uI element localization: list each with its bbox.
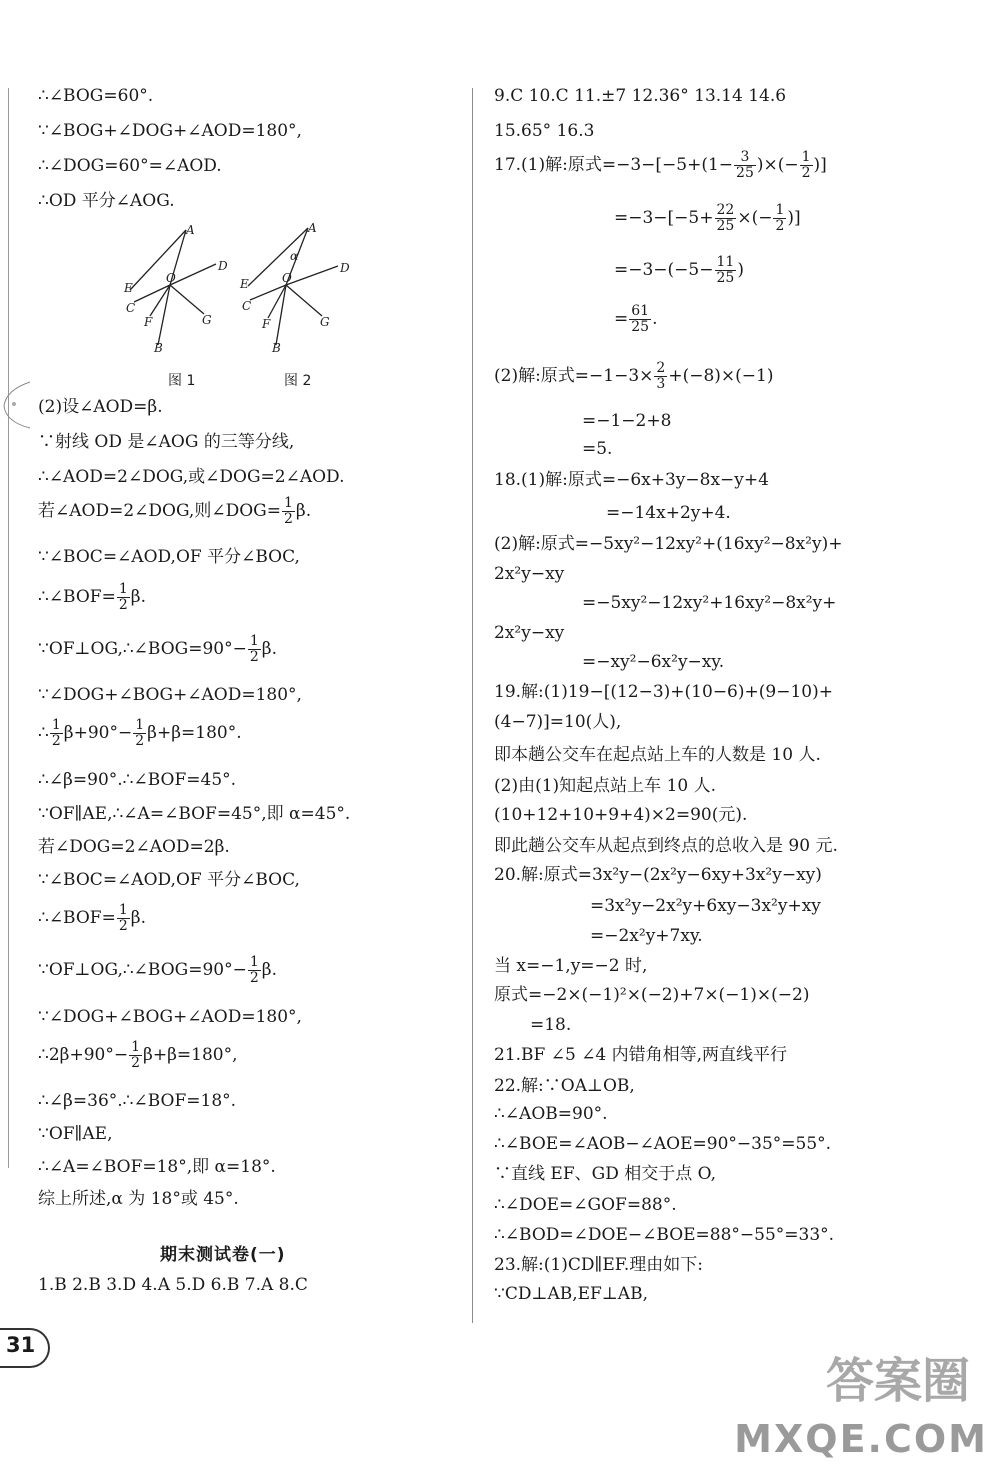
fraction: $\frac{1}{2}$ xyxy=(131,1039,141,1071)
right-text-line: =−1−2+8 xyxy=(582,411,672,431)
left-text-line: ∴∠β=90°.∴∠BOF=45°. xyxy=(38,770,237,790)
left-text-line: ∴ $\frac{1}{2}$ β+90°− $\frac{1}{2}$ β+β=180°. xyxy=(38,717,242,749)
right-text-line: 18.(1)解:原式=−6x+3y−8x−y+4 xyxy=(494,470,769,490)
left-text-line: ∴∠BOF= $\frac{1}{2}$ β. xyxy=(38,902,147,934)
left-text-line: ∵OF⊥OG,∴∠BOG=90°− $\frac{1}{2}$ β. xyxy=(38,633,278,665)
right-text-line: ∴∠AOB=90°. xyxy=(494,1104,608,1124)
left-text-line: ∴∠BOF= $\frac{1}{2}$ β. xyxy=(38,581,147,613)
figure-1-caption: 图 1 xyxy=(168,373,196,389)
fraction: $\frac{22}{25}$ xyxy=(716,202,735,234)
fraction: $\frac{1}{2}$ xyxy=(118,581,128,613)
fig2-label-E: E xyxy=(240,277,249,291)
right-text-line: (2)由(1)知起点站上车 10 人. xyxy=(494,776,717,796)
fig1-label-O: O xyxy=(166,271,176,285)
right-text-line: =5. xyxy=(582,439,613,459)
fraction: $\frac{2}{3}$ xyxy=(656,360,666,392)
right-text-line: 2x²y−xy xyxy=(494,564,565,584)
fraction: $\frac{1}{2}$ xyxy=(118,902,128,934)
left-text-line: ∵∠BOC=∠AOD,OF 平分∠BOC, xyxy=(38,870,300,890)
margin-stamp-icon xyxy=(0,380,40,430)
fraction: $\frac{61}{25}$ xyxy=(631,303,650,335)
section-title: 期末测试卷(一) xyxy=(160,1245,286,1265)
left-margin-rule xyxy=(8,88,9,1168)
fig2-label-B: B xyxy=(272,341,281,355)
left-text-line: 若∠DOG=2∠AOD=2β. xyxy=(38,837,230,857)
fig1-label-D: D xyxy=(218,259,228,273)
left-text-line: ∴∠β=36°.∴∠BOF=18°. xyxy=(38,1091,237,1111)
fig2-label-alpha: α xyxy=(290,249,299,263)
right-text-line: = $\frac{61}{25}$ . xyxy=(614,303,658,335)
left-text-line: ∴∠A=∠BOF=18°,即 α=18°. xyxy=(38,1157,276,1177)
right-text-line: (2)解:原式=−1−3× $\frac{2}{3}$ +(−8)×(−1) xyxy=(494,360,774,392)
right-text-line: 即本趟公交车在起点站上车的人数是 10 人. xyxy=(494,745,821,765)
right-text-line: =−3−(−5− $\frac{11}{25}$ ) xyxy=(614,254,744,286)
fraction: $\frac{1}{2}$ xyxy=(801,149,811,181)
left-text-line: (2)设∠AOD=β. xyxy=(38,397,163,417)
left-text-line: ∵∠BOG+∠DOG+∠AOD=180°, xyxy=(38,121,302,141)
right-text-line: 2x²y−xy xyxy=(494,623,565,643)
page-number: 31 xyxy=(6,1333,36,1357)
right-text-line: =−2x²y+7xy. xyxy=(590,926,703,946)
figure-2-caption: 图 2 xyxy=(284,373,312,389)
right-text-line: ∴∠DOE=∠GOF=88°. xyxy=(494,1195,677,1215)
right-text-line: 9.C 10.C 11.±7 12.36° 13.14 14.6 xyxy=(494,86,787,106)
left-text-line: ∵OF∥AE, xyxy=(38,1124,113,1144)
left-text-line: ∴∠DOG=60°=∠AOD. xyxy=(38,156,222,176)
right-text-line: =−xy²−6x²y−xy. xyxy=(582,652,725,672)
page-number-badge xyxy=(0,1328,62,1366)
left-text-line: ∵∠BOC=∠AOD,OF 平分∠BOC, xyxy=(38,547,300,567)
geometry-figures xyxy=(120,220,350,360)
right-text-line: 19.解:(1)19−[(12−3)+(10−6)+(9−10)+ xyxy=(494,682,833,702)
right-text-line: ∵直线 EF、GD 相交于点 O, xyxy=(494,1164,716,1184)
left-text-line: ∵OF∥AE,∴∠A=∠BOF=45°,即 α=45°. xyxy=(38,804,351,824)
fraction: $\frac{1}{2}$ xyxy=(283,495,293,527)
right-text-line: 即此趟公交车从起点到终点的总收入是 90 元. xyxy=(494,836,838,856)
left-text-line: 若∠AOD=2∠DOG,则∠DOG= $\frac{1}{2}$ β. xyxy=(38,495,312,527)
right-text-line: 22.解:∵OA⊥OB, xyxy=(494,1076,635,1096)
left-text-line: ∴∠BOG=60°. xyxy=(38,86,154,106)
fraction: $\frac{1}{2}$ xyxy=(249,633,259,665)
fig2-label-A: A xyxy=(308,221,317,235)
right-text-line: 21.BF ∠5 ∠4 内错角相等,两直线平行 xyxy=(494,1045,788,1065)
right-text-line: ∴∠BOD=∠DOE−∠BOE=88°−55°=33°. xyxy=(494,1225,835,1245)
right-text-line: =−14x+2y+4. xyxy=(606,503,731,523)
left-text-line: ∵射线 OD 是∠AOG 的三等分线, xyxy=(38,432,295,452)
right-text-line: =3x²y−2x²y+6xy−3x²y+xy xyxy=(590,896,821,916)
watermark-logo: 答案圈 xyxy=(825,1353,970,1409)
right-text-line: 15.65° 16.3 xyxy=(494,121,595,141)
fraction: $\frac{1}{2}$ xyxy=(135,717,145,749)
right-text-line: (2)解:原式=−5xy²−12xy²+(16xy²−8x²y)+ xyxy=(494,534,843,554)
watermark-url: MXQE.COM xyxy=(734,1417,988,1461)
right-text-line: 当 x=−1,y=−2 时, xyxy=(494,956,648,976)
fraction: $\frac{1}{2}$ xyxy=(249,954,259,986)
fraction: $\frac{1}{2}$ xyxy=(775,202,785,234)
right-text-line: 20.解:原式=3x²y−(2x²y−6xy+3x²y−xy) xyxy=(494,865,822,885)
fig2-label-C: C xyxy=(242,299,252,313)
fig1-label-C: C xyxy=(126,301,136,315)
right-text-line: 23.解:(1)CD∥EF.理由如下: xyxy=(494,1255,704,1275)
right-text-line: =18. xyxy=(530,1015,572,1035)
left-text-line: ∵∠DOG+∠BOG+∠AOD=180°, xyxy=(38,1007,302,1027)
fig2-label-G: G xyxy=(320,315,330,329)
left-text-line: 综上所述,α 为 18°或 45°. xyxy=(38,1189,239,1209)
right-text-line: =−3−[−5+ $\frac{22}{25}$ ×(− $\frac{1}{2}$ )] xyxy=(614,202,801,234)
right-text-line: (10+12+10+9+4)×2=90(元). xyxy=(494,805,748,825)
fig1-label-E: E xyxy=(124,281,133,295)
right-text-line: ∵CD⊥AB,EF⊥AB, xyxy=(494,1284,648,1304)
right-text-line: 17.(1)解:原式=−3−[−5+(1− $\frac{3}{25}$ )×(− $\frac{1}{2}$ )] xyxy=(494,149,827,181)
left-text-line: ∵OF⊥OG,∴∠BOG=90°− $\frac{1}{2}$ β. xyxy=(38,954,278,986)
fraction: $\frac{11}{25}$ xyxy=(716,254,735,286)
left-text-line: ∴2β+90°− $\frac{1}{2}$ β+β=180°, xyxy=(38,1039,238,1071)
left-text-line: ∴∠AOD=2∠DOG,或∠DOG=2∠AOD. xyxy=(38,467,345,487)
figure-1 xyxy=(130,230,216,345)
right-text-line: ∴∠BOE=∠AOB−∠AOE=90°−35°=55°. xyxy=(494,1134,832,1154)
fig1-label-F: F xyxy=(144,315,153,329)
right-text-line: =−5xy²−12xy²+16xy²−8x²y+ xyxy=(582,593,837,613)
fig2-label-F: F xyxy=(262,317,271,331)
fig1-label-B: B xyxy=(154,341,163,355)
fig1-label-A: A xyxy=(186,223,195,237)
fig2-label-O: O xyxy=(282,271,292,285)
right-text-line: (4−7)]=10(人), xyxy=(494,712,622,732)
column-divider xyxy=(472,88,473,1323)
fig2-label-D: D xyxy=(340,261,350,275)
left-text-line: ∵∠DOG+∠BOG+∠AOD=180°, xyxy=(38,685,302,705)
right-text-line: 原式=−2×(−1)²×(−2)+7×(−1)×(−2) xyxy=(494,985,810,1005)
left-text-line: 1.B 2.B 3.D 4.A 5.D 6.B 7.A 8.C xyxy=(38,1275,308,1295)
fraction: $\frac{3}{25}$ xyxy=(736,149,754,181)
fraction: $\frac{1}{2}$ xyxy=(51,717,61,749)
fig1-label-G: G xyxy=(202,313,212,327)
left-text-line: ∴OD 平分∠AOG. xyxy=(38,191,175,211)
